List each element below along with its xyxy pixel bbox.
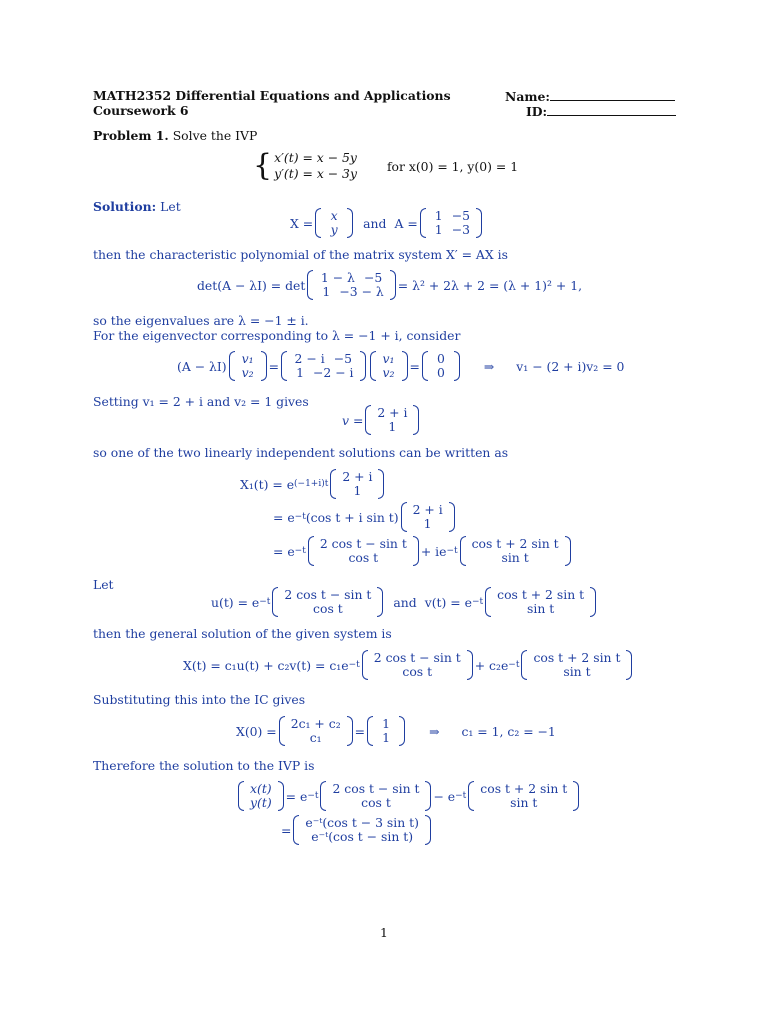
final-b-2: sin t — [510, 795, 538, 810]
eq-sign-2: = — [409, 358, 420, 374]
vf-vec-1: cos t + 2 sin t — [497, 587, 585, 602]
name-label: Name: — [505, 89, 550, 104]
X1-line2 — [273, 502, 457, 532]
det-22: −3 − λ — [339, 284, 384, 299]
vec-a-1: 2 cos t − sin t — [319, 536, 407, 551]
eigenvector-text: For the eigenvector corresponding to λ = −1 + i, consider — [93, 328, 461, 343]
final-line1 — [236, 781, 581, 811]
X1-vec-2: 1 — [353, 483, 362, 498]
X0-lhs: X(0) = — [236, 723, 277, 739]
zero-vector — [422, 351, 460, 381]
vec-a — [308, 536, 419, 566]
gen-a-1: 2 cos t − sin t — [373, 650, 461, 665]
gen-exp-1: −t — [348, 660, 360, 670]
v-definition — [342, 405, 421, 435]
name-blank — [550, 88, 675, 101]
therefore-text: Therefore the solution to the IVP is — [93, 758, 315, 773]
gen-lhs: X(t) = c₁u(t) + c₂v(t) = c₁e — [183, 657, 349, 673]
u-v-definition — [211, 587, 598, 617]
X-lhs: X = — [290, 215, 314, 231]
A-21: 1 — [434, 222, 443, 237]
solution-heading — [93, 199, 181, 214]
ivp-system — [253, 150, 518, 182]
gen-b-1: cos t + 2 sin t — [533, 650, 621, 665]
zero-2: 0 — [436, 365, 445, 380]
gen-a-2: cos t — [402, 664, 433, 679]
v-vector — [229, 351, 267, 381]
one-1: 1 — [382, 716, 390, 731]
eigenvalues-text: so the eigenvalues are λ = −1 ± i. — [93, 313, 309, 328]
eq-sign: = — [268, 358, 280, 374]
v-func-vector — [485, 587, 596, 617]
final-eq-e: = e — [285, 788, 308, 804]
det-equation — [197, 270, 582, 300]
ivp-eq1: x′(t) = x − 5y — [274, 150, 357, 165]
char-poly-text: then the characteristic polynomial of the matrix system X′ = AX is — [93, 247, 508, 262]
det-21: 1 — [322, 284, 331, 299]
vf-vec-2: sin t — [527, 601, 555, 616]
A-11: 1 — [434, 208, 443, 223]
v2-vec-2: v₂ — [382, 365, 395, 380]
implies-arrow-2: ⇒ — [429, 723, 440, 739]
page-number: 1 — [380, 925, 388, 940]
X1b-vec-2: 1 — [423, 516, 432, 531]
X0-vector — [279, 716, 353, 746]
v-exp-neg-t: −t — [471, 597, 484, 607]
vec-b-2: sin t — [501, 550, 529, 565]
general-solution-text: then the general solution of the given system is — [93, 626, 392, 641]
final-vec-a — [320, 781, 431, 811]
det-matrix — [307, 270, 395, 300]
problem-heading — [93, 128, 257, 143]
ev-11: 2 − i — [294, 351, 325, 366]
u-vector — [272, 587, 383, 617]
gen-exp-2: −t — [508, 660, 520, 670]
id-label: ID: — [526, 104, 548, 119]
one-solution-text: so one of the two linearly independent solutions can be written as — [93, 445, 509, 460]
final-answer-1: e⁻ᵗ(cos t − 3 sin t) — [305, 815, 419, 830]
gen-vec-a — [362, 650, 473, 680]
det-11: 1 − λ — [320, 270, 355, 285]
ev-21: 1 — [296, 365, 304, 380]
ic-equation — [236, 716, 556, 746]
det-rhs: = λ² + 2λ + 2 = (λ + 1)² + 1, — [397, 277, 583, 293]
xy-2: y(t) — [250, 795, 272, 810]
X1-vector-2 — [401, 502, 455, 532]
ivp-eq2: y′(t) = x − 3y — [274, 166, 357, 181]
v-func-lhs: v(t) = e — [424, 594, 472, 610]
plus-c2e: + c₂e — [474, 657, 509, 673]
ev-result: v₁ − (2 + i)v₂ = 0 — [516, 358, 625, 374]
substituting-text: Substituting this into the IC gives — [93, 692, 306, 707]
v-val-2: 1 — [388, 419, 397, 434]
A-lhs: A = — [394, 215, 418, 231]
X1b-vec-1: 2 + i — [412, 502, 443, 517]
v-lhs: v = — [342, 412, 364, 428]
xy-vector — [238, 781, 284, 811]
id-field — [526, 103, 676, 119]
c-result: c₁ = 1, c₂ = −1 — [461, 723, 556, 739]
X1-exp-neg-t: −t — [294, 512, 306, 522]
name-field — [505, 88, 675, 104]
X1-vec-1: 2 + i — [342, 469, 373, 484]
eigenvector-equation — [177, 351, 624, 381]
A-12: −5 — [451, 208, 471, 223]
minus-e: − e — [433, 788, 456, 804]
X-vector — [315, 208, 353, 238]
final-line2 — [281, 815, 433, 845]
final-answer-2: e⁻ᵗ(cos t − sin t) — [311, 829, 414, 844]
X1-exponent: (−1+i)t — [294, 479, 329, 489]
v-value-vector — [365, 405, 419, 435]
A-22: −3 — [451, 222, 471, 237]
setting-text: Setting v₁ = 2 + i and v₂ = 1 gives — [93, 394, 309, 409]
v-vec-1: v₁ — [241, 351, 254, 366]
u-vec-1: 2 cos t − sin t — [284, 587, 372, 602]
course-title: MATH2352 Differential Equations and Applications — [93, 88, 451, 103]
final-vec-b — [468, 781, 579, 811]
X1c-exp-neg-t: −t — [294, 546, 306, 556]
euler-term: (cos t + i sin t) — [305, 509, 399, 525]
X1-line1 — [240, 469, 386, 499]
implies-arrow: ⇒ — [483, 358, 495, 374]
final-a-2: cos t — [361, 795, 391, 810]
X-vec-x: x — [330, 208, 338, 223]
general-solution — [183, 650, 634, 680]
X1-eq-e: = e — [273, 509, 295, 525]
X1-line3 — [273, 536, 573, 566]
A-matrix — [420, 208, 482, 238]
ev-12: −5 — [333, 351, 352, 366]
v-vec-2: v₂ — [241, 365, 254, 380]
one-vector — [367, 716, 405, 746]
coursework-label: Coursework 6 — [93, 103, 189, 118]
final-exp-2: −t — [455, 791, 467, 801]
gen-vec-b — [521, 650, 632, 680]
X1c-eq-e: = e — [273, 543, 295, 559]
ev-22: −2 − i — [313, 365, 354, 380]
u-vec-2: cos t — [313, 601, 343, 616]
eq-sign-4: = — [281, 822, 292, 838]
X0-vec-2: c₁ — [309, 730, 322, 745]
vec-b-1: cos t + 2 sin t — [471, 536, 559, 551]
v-val-1: 2 + i — [377, 405, 408, 420]
u-lhs: u(t) = e — [211, 594, 260, 610]
system-brace: { — [253, 148, 273, 183]
X-vec-y: y — [330, 222, 338, 237]
one-2: 1 — [382, 730, 390, 745]
let-text-2: Let — [93, 577, 114, 592]
def-X-A — [290, 208, 484, 238]
u-exp-neg-t: −t — [259, 597, 271, 607]
solution-label: Solution: — [93, 199, 157, 214]
ivp-ic: for x(0) = 1, y(0) = 1 — [386, 158, 519, 174]
eq-sign-3: = — [354, 723, 366, 739]
X1-lhs: X₁(t) = e — [240, 476, 295, 492]
id-blank — [547, 103, 676, 116]
ie-exp-neg-t: −t — [446, 546, 458, 556]
ev-lhs: (A − λI) — [177, 358, 227, 374]
v-vector-2 — [370, 351, 408, 381]
problem-label: Problem 1. — [93, 128, 169, 143]
final-exp-1: −t — [307, 791, 319, 801]
gen-b-2: sin t — [563, 664, 591, 679]
final-answer-vector — [293, 815, 431, 845]
xy-1: x(t) — [250, 781, 272, 796]
X1-vector — [330, 469, 384, 499]
zero-1: 0 — [436, 351, 445, 366]
vec-b — [460, 536, 571, 566]
final-b-1: cos t + 2 sin t — [480, 781, 568, 796]
ev-matrix — [281, 351, 366, 381]
X0-vec-1: 2c₁ + c₂ — [290, 716, 341, 731]
det-lhs: det(A − λI) = det — [197, 277, 306, 293]
problem-statement: Solve the IVP — [172, 128, 258, 143]
and-word: and — [363, 215, 387, 231]
and-word-2: and — [393, 594, 417, 610]
plus-ie: + ie — [420, 543, 447, 559]
det-12: −5 — [363, 270, 383, 285]
vec-a-2: cos t — [348, 550, 379, 565]
solution-let: Let — [160, 199, 181, 214]
final-a-1: 2 cos t − sin t — [332, 781, 420, 796]
v2-vec-1: v₁ — [382, 351, 395, 366]
